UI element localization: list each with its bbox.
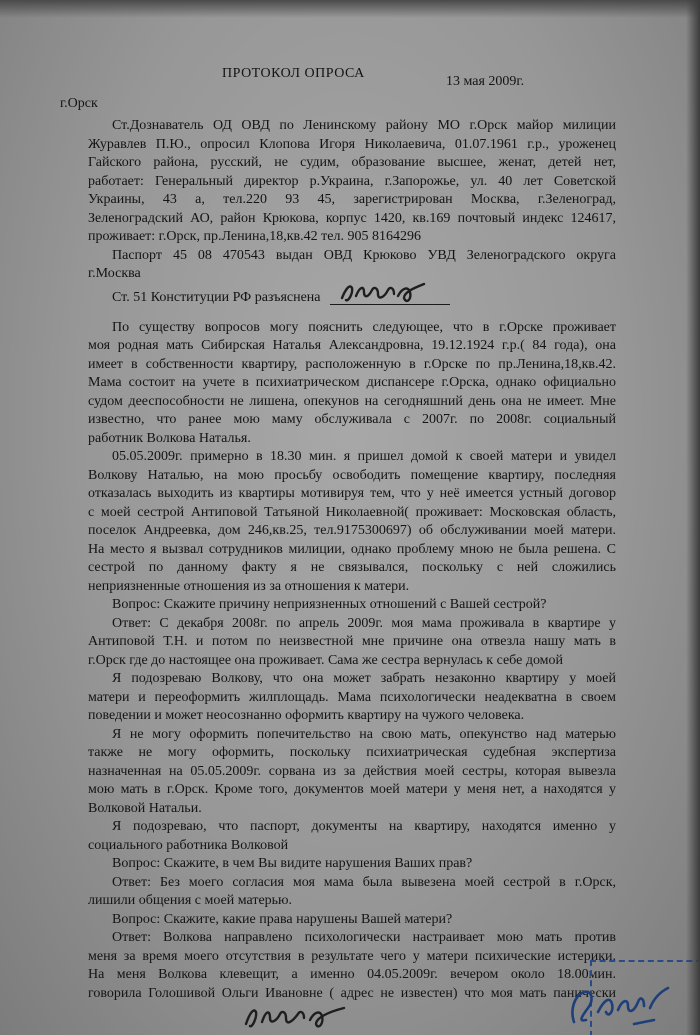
blue-handwritten-signature	[564, 982, 676, 1032]
text-line: Я подозреваю, что паспорт, документы на квартиру, находятся именно у	[112, 819, 616, 834]
text-line: работает: Генеральный директор р.Украина, г.Запорожье, ул. 40 лет Советской	[88, 174, 616, 189]
text-line: 05.05.2009г. примерно в 18.30 мин. я пришел домой к своей матери и увидел	[112, 449, 616, 464]
text-line: г.Москва	[88, 266, 141, 281]
text-line: Паспорт 45 08 470543 выдан ОВД Крюково УВД Зеленоградского округа	[112, 248, 616, 263]
text-line: поселок Андреевка, дом 246,кв.25, тел.9175300697) об обслуживании моей матери.	[88, 523, 616, 538]
text-line: Волковой Натальи.	[88, 801, 202, 816]
text-line: говорила Голошивой Ольги Ивановне ( адрес не известен) что моя мать панически	[88, 986, 616, 1001]
text-line: мою мать в г.Орск. Кроме того, документов моей матери у меня нет, а находятся у	[88, 782, 616, 797]
text-line: отказалась выходить из квартиры мотивируя тем, что у неё имеется устный договор	[88, 486, 616, 501]
question-line: Вопрос: Скажите причину неприязненных отношений с Вашей сестрой?	[112, 597, 547, 612]
document-title: ПРОТОКОЛ ОПРОСА	[222, 66, 365, 81]
scan-shadow-right	[686, 0, 700, 1035]
question-line: Вопрос: Скажите, в чем Вы видите нарушения Ваших прав?	[112, 856, 473, 871]
text-line: сестрой по данному факту я не связывался, поскольку с ней сложились	[88, 560, 616, 575]
answer-line: Ответ: Волкова направлено психологически настраивает мою мать против	[112, 930, 616, 945]
text-line: имеет в собственности квартиру, расположенную в г.Орске по пр.Ленина,18,кв.42.	[88, 357, 616, 372]
scan-shadow-top	[0, 0, 700, 18]
text-line: лишили общения с моей матерью.	[88, 893, 293, 908]
answer-line: Ответ: С декабря 2008г. по апрель 2009г. моя мама проживала в квартире у	[112, 616, 616, 631]
document-date: 13 мая 2009г.	[446, 74, 525, 89]
text-line: с моей сестрой Антиповой Татьяной Николаевной( проживает: Московская область,	[88, 505, 616, 520]
question-line: Вопрос: Скажите, какие права нарушены Вашей матери?	[112, 912, 453, 927]
text-line: социального работника Волковой	[88, 838, 289, 853]
text-line: моя родная мать Сибирская Наталья Александровна, 19.12.1924 г.р.( 84 года), она	[88, 338, 616, 353]
text-line: Ст.Дознаватель ОД ОВД по Ленинскому району МО г.Орск майор милиции	[112, 118, 616, 133]
text-line: Украины, 43 а, тел.220 93 45, зарегистрирован Москва, г.Зеленоград,	[88, 192, 616, 207]
handwritten-signature	[240, 1000, 350, 1034]
handwritten-signature	[338, 278, 430, 308]
text-line: работник Волкова Наталья.	[88, 431, 251, 446]
text-line: На место я вызвал сотрудников милиции, однако проблему мною не была решена. С	[88, 542, 616, 557]
text-line: меня за время моего отсутствия в результате чего у матери психические истерики.	[88, 949, 616, 964]
text-line: Я подозреваю Волкову, что она может забрать незаконно квартиру у моей	[112, 671, 616, 686]
text-line: проживает: г.Орск, пр.Ленина,18,кв.42 тел. 905 8164296	[88, 229, 421, 244]
constitution-article-line: Ст. 51 Конституции РФ разъяснена	[112, 290, 321, 305]
text-line: Зеленоградский АО, район Крюкова, корпус 1420, кв.169 почтовый индекс 124617,	[88, 211, 616, 226]
text-line: По существу вопросов могу пояснить следующее, что в г.Орске проживает	[112, 320, 616, 335]
text-line: неприязненные отношения из за отношения к матери.	[88, 579, 410, 594]
text-line: Волкову Наталью, на мою просьбу освободить помещение квартиру, последняя	[88, 468, 616, 483]
text-line: известно, что ранее мою маму обслуживала с 2007г. по 2008г. социальный	[88, 412, 616, 427]
text-line: судом дееспособности не лишена, опекунов на сегодняшний день она не имеет. Мне	[88, 394, 616, 409]
text-line: Мама состоит на учете в психиатрическом диспансере г.Орска, однако официально	[88, 375, 616, 390]
document-city: г.Орск	[60, 96, 98, 111]
text-line: Гайского района, русский, не судим, образование высшее, женат, детей нет,	[88, 155, 616, 170]
text-line: г.Орск где до настоящее она проживает. Сама же сестра вернулась к себе домой	[88, 653, 564, 668]
text-line: Антиповой Т.Н. и потом по неизвестной мне причине она отвезла нашу мать в	[88, 634, 616, 649]
text-line: назначенная на 05.05.2009г. сорвана из за действия моей сестры, которая вывезла	[88, 764, 616, 779]
text-line: На меня Волкова клевещит, а именно 04.05.2009г. вечером около 18.00мин.	[88, 967, 616, 982]
text-line: также не могу оформить, поскольку психиатрическая судебная экспертиза	[88, 745, 616, 760]
text-line: поведении и может неосознанно оформить квартиру на чужого человека.	[88, 708, 525, 723]
text-line: матери и переоформить жилплощадь. Мама психологически неадекватна в своем	[88, 690, 616, 705]
text-line: Журавлев П.Ю., опросил Клопова Игоря Николаевича, 01.07.1961 г.р., уроженец	[88, 137, 616, 152]
answer-line: Ответ: Без моего согласия моя мама была вывезена моей сестрой в г.Орск,	[112, 875, 616, 890]
text-line: Я не могу оформить попечительство на свою мать, опекунство над матерью	[112, 727, 616, 742]
